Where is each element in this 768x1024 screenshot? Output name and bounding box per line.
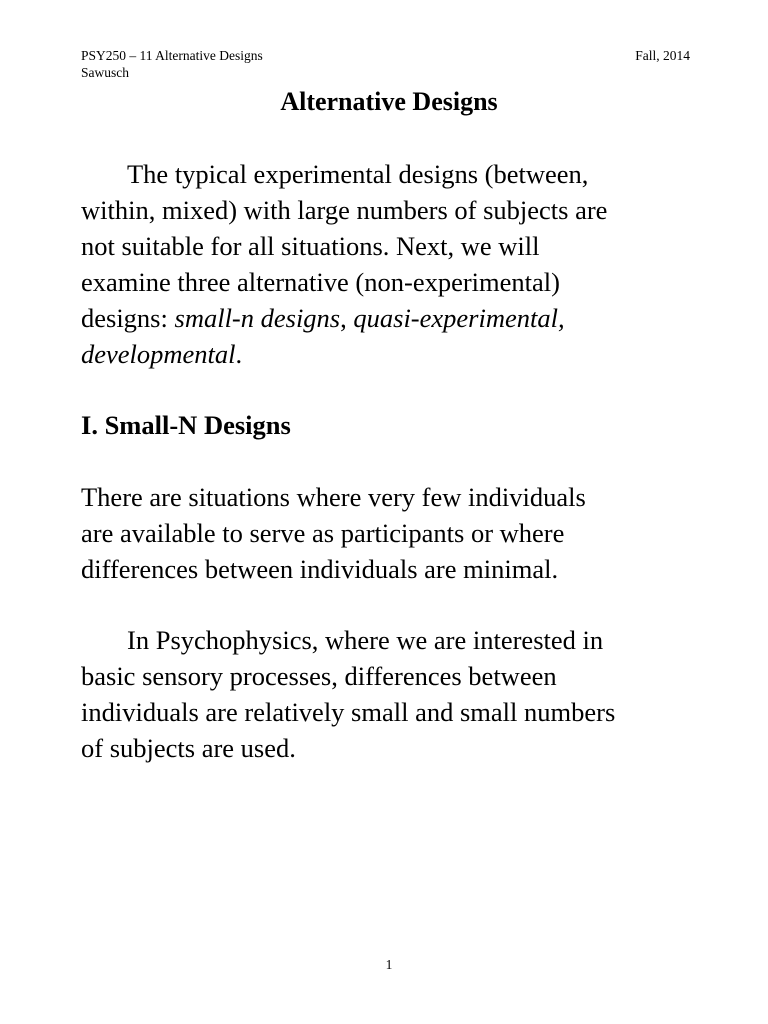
intro-period: . [235, 339, 243, 369]
intro-paragraph [81, 156, 701, 372]
small-n-paragraph-2 [81, 622, 701, 766]
intro-line: within, mixed) with large numbers of subjects are [81, 195, 608, 225]
design-small-n: small-n designs [174, 303, 341, 333]
paragraph-line: of subjects are used. [81, 733, 296, 763]
intro-line-developmental [81, 336, 701, 372]
page-number: 1 [385, 957, 393, 972]
intro-line: examine three alternative (non-experimental) [81, 267, 560, 297]
header-course: PSY250 – 11 Alternative Designs [81, 48, 263, 63]
paragraph-line: There are situations where very few individuals [81, 482, 586, 512]
paragraph-line: individuals are relatively small and small numbers [81, 697, 616, 727]
header-term: Fall, 2014 [635, 48, 690, 63]
designs-separator: , [340, 303, 354, 333]
paragraph-line: differences between individuals are minimal. [81, 554, 559, 584]
intro-line-designs [81, 300, 701, 336]
small-n-paragraph-1 [81, 479, 701, 587]
paragraph-line: In Psychophysics, where we are interested in [127, 625, 604, 655]
design-quasi-experimental: quasi-experimental, [353, 303, 565, 333]
designs-prefix: designs: [81, 303, 175, 333]
document-title: Alternative Designs [280, 87, 498, 116]
header-author: Sawusch [81, 65, 129, 80]
intro-line: The typical experimental designs (between, [127, 159, 589, 189]
paragraph-line: are available to serve as participants or where [81, 518, 565, 548]
design-developmental: developmental [81, 339, 236, 369]
paragraph-line: basic sensory processes, differences between [81, 661, 557, 691]
section-heading: I. Small-N Designs [81, 410, 291, 440]
intro-line: not suitable for all situations. Next, we will [81, 231, 540, 261]
